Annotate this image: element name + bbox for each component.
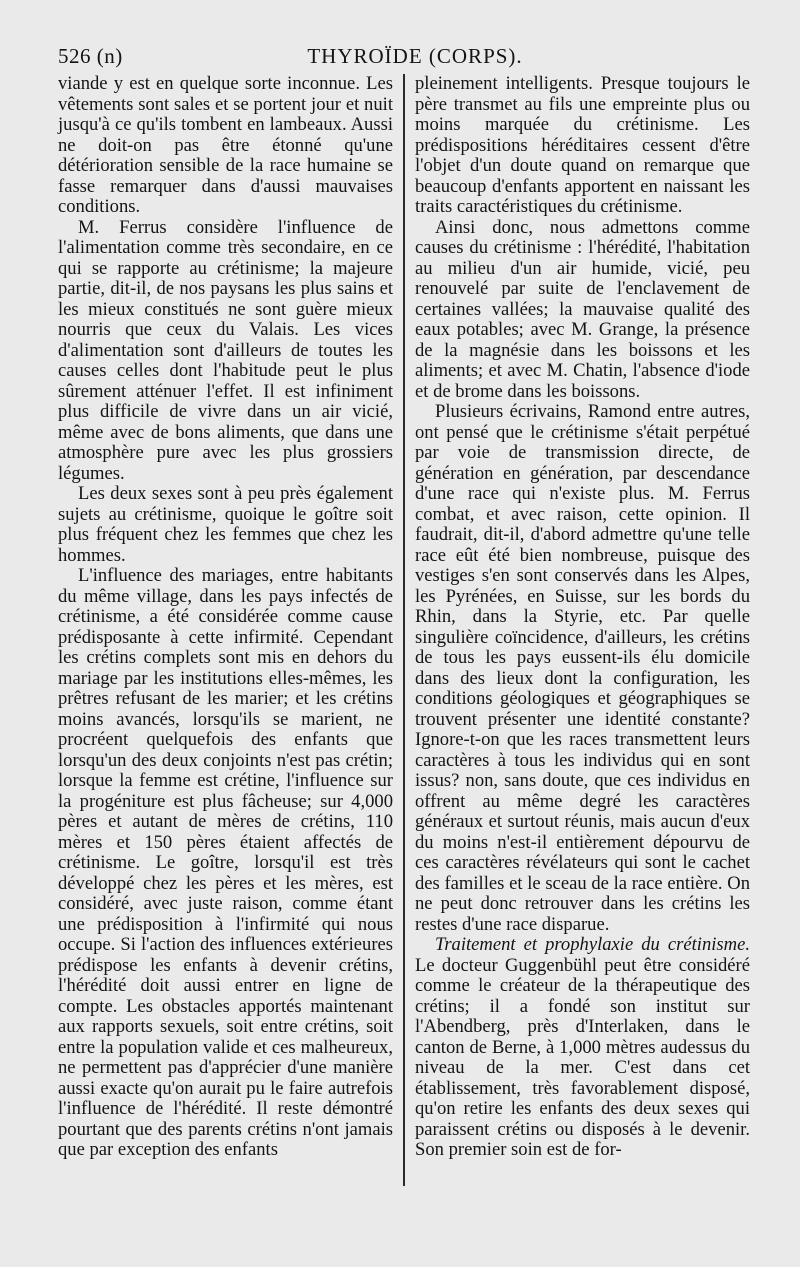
paragraph-with-heading xyxy=(415,935,750,1161)
paragraph-text: Le docteur Guggenbühl peut être considéré comme le créateur de la thérapeutique des crétins; il a fondé son institut sur l'Abendberg, près d'Interlaken, dans le canton de Berne, à 1,000 mètres audessus du niveau de la mer. C'est dans cet établissement, très favorablement disposé, qu'on retire les enfants des deux sexes qui paraissent crétins ou disposés à le devenir. Son premier soin est de for- xyxy=(415,954,750,1160)
page-part-marker: (n) xyxy=(96,44,123,68)
paragraph: viande y est en quelque sorte inconnue. Les vêtements sont sales et se portent jour et nuit jusqu'à ce qu'ils tombent en lambeaux. Aussi ne doit-on pas être étonné qu'une détérioration sensible de la race humaine se fasse remarquer dans d'aussi mauvaises conditions. xyxy=(58,73,393,217)
left-column xyxy=(58,74,393,1161)
right-column xyxy=(415,74,750,1161)
paragraph: Plusieurs écrivains, Ramond entre autres, ont pensé que le crétinisme s'était perpétué par voie de transmission directe, de génération en génération, par descendance d'une race qui n'existe plus. M. Ferrus combat, et avec raison, cette opinion. Il faudrait, dit-il, d'abord admettre qu'une telle race eût été bien nombreuse, puisque des vestiges s'en sont conservés dans les Alpes, les Pyrénées, en Suisse, sur les bords du Rhin, dans la Styrie, etc. Par quelle singulière coïncidence, d'ailleurs, les crétins de tous les pays eussent-ils élu domicile dans des lieux dont la configuration, les conditions géologiques et géographiques se trouvent présenter une identité constante? Ignore-t-on que les races transmettent leurs caractères à tous les individus qui en sont issus? non, sans doute, que ces individus en offrent au même degré les caractères généraux et surtout réunis, mais aucun d'eux du moins n'est-il entièrement dépourvu de ces caractères révélateurs qui sont le cachet des familles et le sceau de la race entière. On ne peut donc retrouver dans les crétins les restes d'une race disparue. xyxy=(415,401,750,935)
paragraph: Les deux sexes sont à peu près également sujets au crétinisme, quoique le goître soit plus fréquent chez les femmes que chez les hommes. xyxy=(58,483,393,566)
running-title: THYROÏDE (CORPS). xyxy=(307,44,523,68)
paragraph: L'influence des mariages, entre habitants du même village, dans les pays infectés de crétinisme, a été considérée comme cause prédisposante à cette infirmité. Cependant les crétins complets sont mis en dehors du mariage par les institutions elles-mêmes, les prêtres refusant de les marier; et les crétins moins avancés, lorsqu'ils se marient, ne procréent quelquefois des enfants que lorsqu'un des deux conjoints n'est pas crétin; lorsque la femme est crétine, l'influence sur la progéniture est plus fâcheuse; sur 4,000 pères et autant de mères de crétins, 110 mères et 150 pères étaient affectés de crétinisme. Le goître, lorsqu'il est très développé chez les pères et les mères, est considéré, avec juste raison, comme étant une prédisposition à l'infirmité qui nous occupe. Si l'action des influences extérieures prédispose les enfants à devenir crétins, l'hérédité doit aussi entrer en ligne de compte. Les obstacles apportés maintenant aux rapports sexuels, soit entre crétins, soit entre la population valide et ces malheureux, ne permettent pas d'apprécier d'une manière aussi exacte qu'on aurait pu le faire autrefois l'influence de l'hérédité. Il reste démontré pourtant que des parents crétins n'ont jamais que par exception des enfants xyxy=(58,565,393,1160)
page-number: 526 xyxy=(58,44,91,68)
page-header xyxy=(58,44,772,74)
section-heading: Traitement et prophylaxie du crétinisme. xyxy=(435,934,750,955)
paragraph: Ainsi donc, nous admettons comme causes du crétinisme : l'hérédité, l'habitation au milieu d'un air humide, vicié, peu renouvelé par suite de l'enclavement de certaines vallées; la mauvaise qualité des eaux potables; avec M. Grange, la présence de la magnésie dans les boissons et les aliments; et avec M. Chatin, l'absence d'iode et de brome dans les boissons. xyxy=(415,216,750,402)
paragraph: M. Ferrus considère l'influence de l'alimentation comme très secondaire, en ce qui se rapporte au crétinisme; la majeure partie, dit-il, de nos paysans les plus sains et les mieux constitués ne sont guère mieux nourris que ceux du Valais. Les vices d'alimentation sont d'ailleurs de toutes les causes celles dont l'habitude peut le plus sûrement atténuer l'effet. Il est infiniment plus difficile de vivre dans un air vicié, même avec de bons aliments, que dans une atmosphère pure avec les plus grossiers légumes. xyxy=(58,216,393,484)
paragraph: pleinement intelligents. Presque toujours le père transmet au fils une empreinte plus ou moins marquée du crétinisme. Les prédispositions héréditaires cessent d'être l'objet d'un doute quand on remarque que beaucoup d'enfants apportent en naissant les traits caractéristiques du crétinisme. xyxy=(415,73,750,217)
column-divider xyxy=(403,74,405,1186)
